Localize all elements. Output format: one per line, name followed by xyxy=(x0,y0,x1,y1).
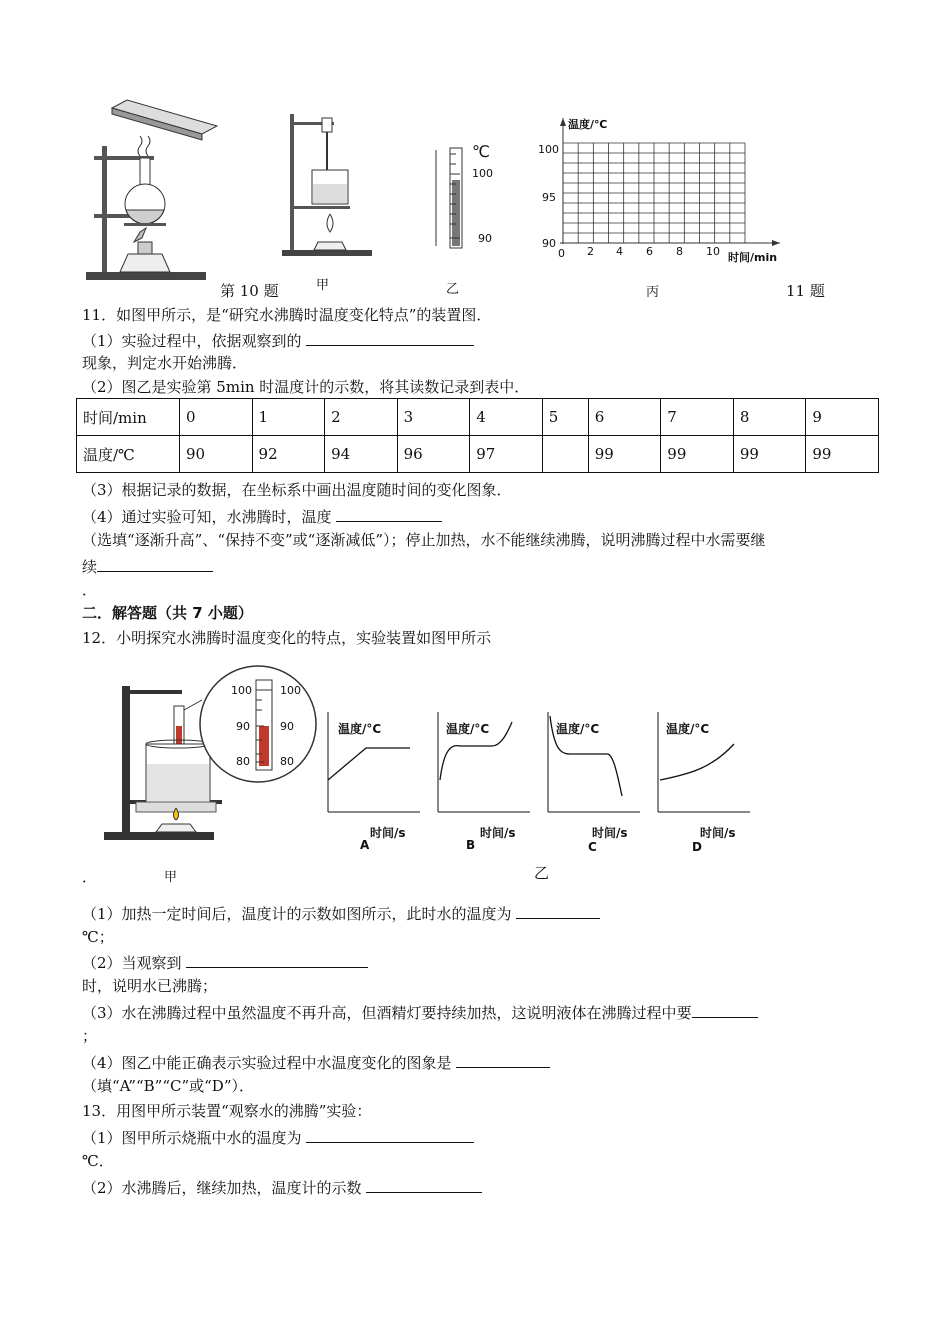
q13-part2: （2）水沸腾后，继续加热，温度计的示数 xyxy=(82,1176,482,1198)
table-cell: 99 xyxy=(588,436,661,473)
table-cell: 99 xyxy=(661,436,734,473)
table-cell: 5 xyxy=(542,399,588,436)
q12-thermo-80-left: 80 xyxy=(236,755,250,768)
q12-part3b: ； xyxy=(82,1027,98,1045)
q11-blank-1[interactable] xyxy=(306,329,474,346)
q12-thermo-90-left: 90 xyxy=(236,720,250,733)
graph-b-xlabel: 时间/s xyxy=(480,826,516,840)
q11-title: 11．如图甲所示，是“研究水沸腾时温度变化特点”的装置图． xyxy=(82,306,492,324)
table-cell: 99 xyxy=(806,436,879,473)
section-heading: 二．解答题（共 7 小题） xyxy=(82,604,253,622)
q10-apparatus-figure xyxy=(82,96,222,286)
q13-blank-1[interactable] xyxy=(306,1126,474,1143)
q12-thermo-90-right: 90 xyxy=(280,720,294,733)
table-cell: 2 xyxy=(325,399,398,436)
table-cell: 1 xyxy=(252,399,325,436)
q12-dot: ． xyxy=(82,868,98,886)
graph-a-xlabel: 时间/s xyxy=(370,826,406,840)
table-row xyxy=(77,399,879,436)
grid-x-tick-8: 8 xyxy=(676,245,683,258)
graph-a-ylabel: 温度/°C xyxy=(338,722,382,736)
table-row xyxy=(77,436,879,473)
q11-part3: （3）根据记录的数据，在坐标系中画出温度随时间的变化图象． xyxy=(82,481,512,499)
graph-letter-d: D xyxy=(692,840,702,854)
q13-blank-2[interactable] xyxy=(366,1176,482,1193)
q11-part4c: 续 xyxy=(82,555,213,577)
graph-letter-c: C xyxy=(588,840,597,854)
q12-jia-label: 甲 xyxy=(164,870,178,885)
graph-b-ylabel: 温度/°C xyxy=(446,722,490,736)
row-label-time: 时间/min xyxy=(77,399,180,436)
q13-part1: （1）图甲所示烧瓶中水的温度为 xyxy=(82,1126,474,1148)
grid-x-tick-6: 6 xyxy=(646,245,653,258)
table-cell: 8 xyxy=(733,399,806,436)
table-cell-blank[interactable] xyxy=(542,436,588,473)
table-cell: 4 xyxy=(470,399,543,436)
q11-bing-label: 丙 xyxy=(646,285,660,300)
q11-bing-grid xyxy=(560,118,780,248)
grid-x-tick-2: 2 xyxy=(587,245,594,258)
table-cell: 3 xyxy=(397,399,470,436)
graph-d-xlabel: 时间/s xyxy=(700,826,736,840)
table-cell: 92 xyxy=(252,436,325,473)
grid-y-tick-100: 100 xyxy=(538,143,559,156)
table-cell: 0 xyxy=(180,399,253,436)
q11-part4: （4）通过实验可知，水沸腾时，温度 xyxy=(82,505,442,527)
table-cell: 6 xyxy=(588,399,661,436)
grid-y-label: 温度/℃ xyxy=(568,118,608,131)
graph-d-ylabel: 温度/°C xyxy=(666,722,710,736)
q11-part2: （2）图乙是实验第 5min 时温度计的示数，将其读数记录到表中． xyxy=(82,378,530,396)
grid-y-tick-90: 90 xyxy=(542,237,556,250)
q11-yi-label: 乙 xyxy=(446,282,460,297)
table-cell: 90 xyxy=(180,436,253,473)
q11-thermo-unit: ℃ xyxy=(472,142,490,161)
q11-data-table xyxy=(76,398,879,473)
grid-x-tick-10: 10 xyxy=(706,245,720,258)
q11-part4d: ． xyxy=(82,581,98,599)
q13-part1b: ℃． xyxy=(82,1152,114,1170)
grid-x-label: 时间/min xyxy=(728,251,778,264)
table-cell: 96 xyxy=(397,436,470,473)
q12-thermo-100-left: 100 xyxy=(231,684,252,697)
q12-part1b: ℃； xyxy=(82,928,114,946)
q11-thermo-90: 90 xyxy=(478,232,492,245)
row-label-temp: 温度/℃ xyxy=(77,436,180,473)
q12-part4b: （填“A”“B”“C”或“D”）． xyxy=(82,1077,255,1095)
q12-part2: （2）当观察到 xyxy=(82,951,368,973)
q11-caption: 11 题 xyxy=(786,282,825,300)
q11-part4b: （选填“逐渐升高”、“保持不变”或“逐渐减低”）；停止加热，水不能继续沸腾，说明沸腾过程中水需要继 xyxy=(82,531,766,549)
q12-thermo-80-right: 80 xyxy=(280,755,294,768)
q11-thermo-100: 100 xyxy=(472,167,493,180)
grid-x-tick-0: 0 xyxy=(558,247,565,260)
q11-blank-3[interactable] xyxy=(97,555,213,572)
table-cell: 7 xyxy=(661,399,734,436)
q11-jia-apparatus xyxy=(278,110,378,260)
table-cell: 94 xyxy=(325,436,398,473)
graph-letter-b: B xyxy=(466,838,476,852)
table-cell: 9 xyxy=(806,399,879,436)
q11-jia-label: 甲 xyxy=(316,278,330,293)
grid-x-tick-4: 4 xyxy=(616,245,623,258)
table-cell: 99 xyxy=(733,436,806,473)
q11-blank-2[interactable] xyxy=(336,505,442,522)
grid-y-tick-95: 95 xyxy=(542,191,556,204)
q13-title: 13．用图甲所示装置“观察水的沸腾”实验： xyxy=(82,1102,372,1120)
q12-yi-label: 乙 xyxy=(534,864,550,882)
q11-part1: （1）实验过程中，依据观察到的 xyxy=(82,329,474,351)
q12-blank-4[interactable] xyxy=(456,1051,550,1068)
q12-part4: （4）图乙中能正确表示实验过程中水温度变化的图象是 xyxy=(82,1051,550,1073)
q11-part1b: 现象，判定水开始沸腾． xyxy=(82,354,248,372)
q12-thermo-100-right: 100 xyxy=(280,684,301,697)
table-cell: 97 xyxy=(470,436,543,473)
graph-c-xlabel: 时间/s xyxy=(592,826,628,840)
q12-blank-3[interactable] xyxy=(692,1001,758,1018)
q12-title: 12．小明探究水沸腾时温度变化的特点，实验装置如图甲所示 xyxy=(82,629,492,647)
q12-part2b: 时，说明水已沸腾； xyxy=(82,977,218,995)
q12-blank-2[interactable] xyxy=(186,951,368,968)
q12-part1: （1）加热一定时间后，温度计的示数如图所示，此时水的温度为 xyxy=(82,902,600,924)
q10-caption: 第 10 题 xyxy=(220,282,279,300)
q12-part3: （3）水在沸腾过程中虽然温度不再升高，但酒精灯要持续加热，这说明液体在沸腾过程中要 xyxy=(82,1001,758,1023)
graph-letter-a: A xyxy=(360,838,370,852)
graph-c-ylabel: 温度/°C xyxy=(556,722,600,736)
q12-blank-1[interactable] xyxy=(516,902,600,919)
